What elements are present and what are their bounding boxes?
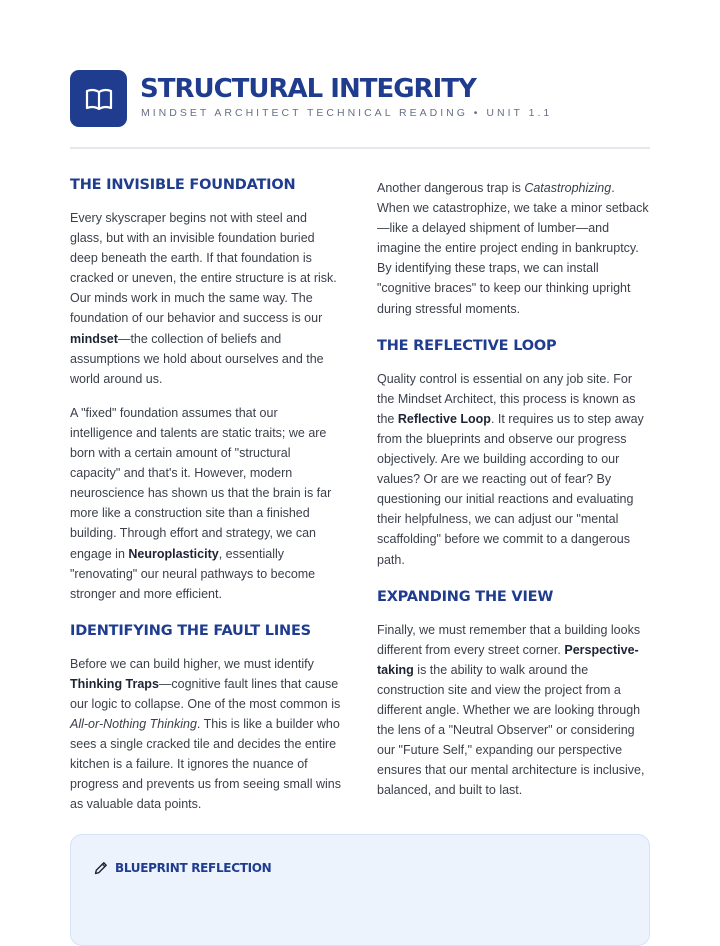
paragraph-foundation-2: A "fixed" foundation assumes that our intelligence and talents are static traits; we are born with a certain amount of "structural capacity" and that's it. However, modern neuroscience has shown us that the brain is far more like a construction site than a finished building. Through effort and strategy, we can engage in Neuroplasticity, essentially "renovating" our neural pathways to become stronger and more efficient. xyxy=(70,405,332,601)
page-title: STRUCTURAL INTEGRITY xyxy=(140,74,476,104)
section-heading-foundation: THE INVISIBLE FOUNDATION xyxy=(70,177,296,193)
header-divider xyxy=(70,147,650,149)
reflection-title: BLUEPRINT REFLECTION xyxy=(115,861,272,875)
logo-badge xyxy=(70,70,127,127)
left-column xyxy=(70,172,342,829)
page-subtitle: MINDSET ARCHITECT TECHNICAL READING • UNIT 1.1 xyxy=(141,107,553,119)
paragraph-fault-2: Another dangerous trap is Catastrophizing. When we catastrophize, we take a minor setback—like a delayed shipment of lumber—and imagine the entire project ending in bankruptcy. By identifying these traps, we can install "cognitive braces" to keep our thinking upright during stressful moments. xyxy=(377,181,649,316)
section-heading-reflective-loop: THE REFLECTIVE LOOP xyxy=(377,337,557,354)
header xyxy=(70,70,650,130)
reflection-header xyxy=(93,860,271,876)
section-heading-expanding-view: EXPANDING THE VIEW xyxy=(377,588,554,605)
section-heading-fault-lines: IDENTIFYING THE FAULT LINES xyxy=(70,622,311,639)
paragraph-foundation-1: Every skyscraper begins not with steel and glass, but with an invisible foundation buried deep beneath the earth. If that foundation is cracked or uneven, the entire structure is at risk. Our minds work in much the same way. The foundation of our behavior and success is our mindset—the collection of beliefs and assumptions we hold about ourselves and the world around us. xyxy=(70,211,337,386)
right-column xyxy=(377,178,649,814)
paragraph-view-1: Finally, we must remember that a building looks different from every street corner. Perspective-taking is the ability to walk around the construction site and view the project from a different angle. Whether we are looking through the lens of a "Neutral Observer" or considering our "Future Self," expanding our perspective ensures that our mental architecture is inclusive, balanced, and built to last. xyxy=(377,622,645,798)
pencil-icon xyxy=(93,860,109,876)
paragraph-loop-1: Quality control is essential on any job site. For the Mindset Architect, this process is known as the Reflective Loop. It requires us to step away from the blueprints and observe our progress objectively. Are we building according to our values? Or are we reacting out of fear? By questioning our initial reactions and evaluating their helpfulness, we can adjust our "mental scaffolding" before we commit to a dangerous path. xyxy=(377,371,644,567)
blueprint-reflection-panel xyxy=(70,834,650,946)
paragraph-fault-1: Before we can build higher, we must identify Thinking Traps—cognitive fault lines that cause our logic to collapse. One of the most common is All-or-Nothing Thinking. This is like a builder who sees a single cracked tile and decides the entire kitchen is a failure. It ignores the nuance of progress and prevents us from seeing small wins as valuable data points. xyxy=(70,656,341,812)
book-icon xyxy=(85,87,113,111)
